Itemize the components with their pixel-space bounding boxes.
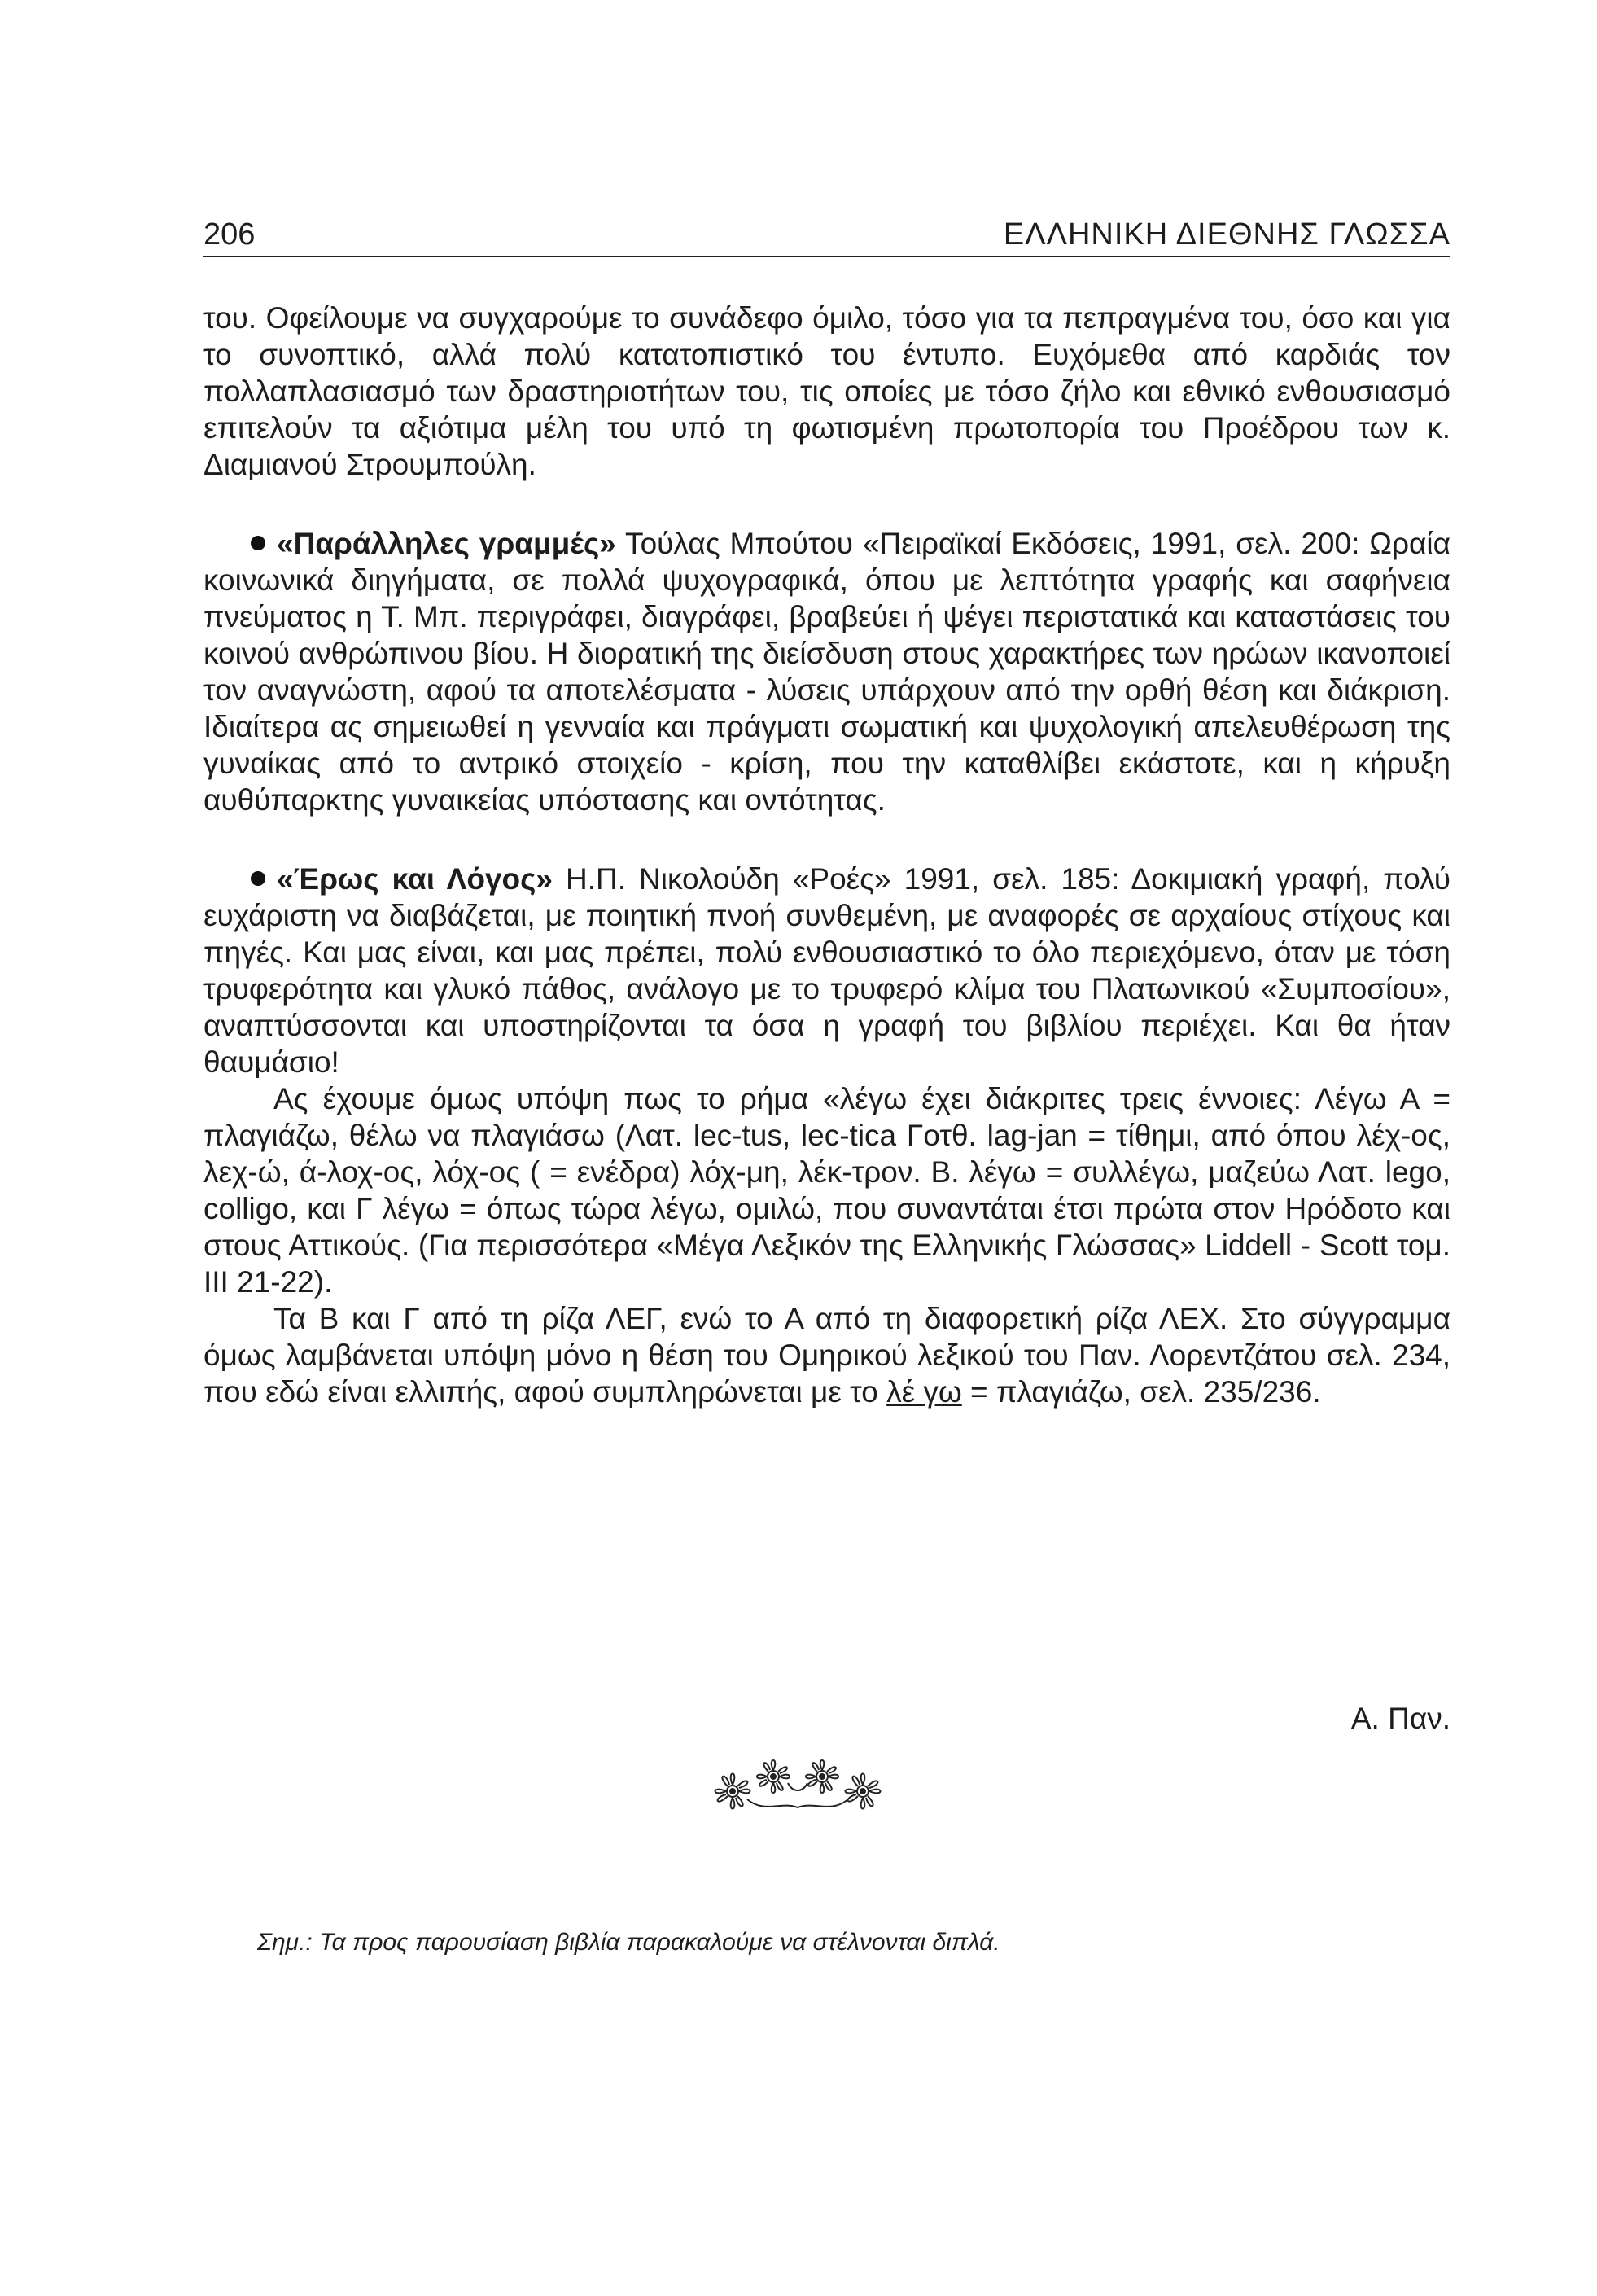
- bullet-icon: [251, 536, 265, 550]
- book-title: «Παράλληλες γραμμές»: [277, 527, 616, 560]
- book-title: «Έρως και Λόγος»: [277, 862, 553, 896]
- footnote: Σημ.: Τα προς παρουσίαση βιβλία παρακαλούμε να στέλνονται διπλά.: [257, 1929, 1000, 1956]
- page-header: [203, 213, 1450, 257]
- underlined-word: λέ γω: [886, 1375, 962, 1409]
- signature: Α. Παν.: [1350, 1702, 1450, 1735]
- legw-paragraph: Ας έχουμε όμως υπόψη πως το ρήμα «λέγω έχει διάκριτες τρεις έννοιες: Λέγω Α = πλαγιάζω, θέλω να πλαγιάσω (Λατ. lec-tus, lec-tica Γοτθ. lag-jan = τίθημι, από όπου λέχ-ος, λεχ-ώ, ά-λοχ-ος, λόχ-ος ( = ενέδρα) λόχ-μη, λέκ-τρον. Β. λέγω = συλλέγω, μαζεύω Λατ. lego, colligo, και Γ λέγω = όπως τώρα λέγω, ομιλώ, που συναντάται έτσι πρώτα στον Ηρόδοτο και στους Αττικούς. (Για περισσότερα «Μέγα Λεξικόν της Ελληνικής Γλώσσας» Liddell - Scott τομ. III 21-22).: [203, 1082, 1450, 1299]
- root-paragraph: [203, 1300, 1450, 1410]
- intro-paragraph: του. Οφείλουμε να συγχαρούμε το συνάδεφο όμιλο, τόσο για τα πεπραγμένα του, όσο και για το συνοπτικό, αλλά πολύ κατατοπιστικό του έντυπο. Ευχόμεθα από καρδιάς τον πολλαπλασιασμό των δραστηριοτήτων του, τις οποίες με τόσο ζήλο και εθνικό ενθουσιασμό επιτελούν τα αξιότιμα μέλη του υπό τη φωτισμένη πρωτοπορία του Προέδρου των κ. Διαμιανού Στρουμπούλη.: [203, 301, 1450, 481]
- review-text: Τούλας Μπούτου «Πειραϊκαί Εκδόσεις, 1991, σελ. 200: Ωραία κοινωνικά διηγήματα, σε πολλά ψυχογραφικά, όπου με λεπτότητα γραφής και σαφήνεια πνεύματος η Τ. Μπ. περιγράφει, διαγράφει, βραβεύει ή ψέγει περιστατικά και καταστάσεις του κοινού ανθρώπινου βίου. Η διορατική της διείσδυση στους χαρακτήρες των ηρώων ικανοποιεί τον αναγνώστη, αφού τα αποτελέσματα - λύσεις υπάρχουν από την ορθή θέση και διάκριση. Ιδιαίτερα ας σημειωθεί η γενναία και πράγματι σωματική και ψυχολογική απελευθέρωση της γυναίκας από το αντρικό στοιχείο - κρίση, που την καταθλίβει εκάστοτε, και η κήρυξη αυθύπαρκτης γυναικείας υπόστασης και οντότητας.: [203, 527, 1451, 817]
- running-title: ΕΛΛΗΝΙΚΗ ΔΙΕΘΝΗΣ ΓΛΩΣΣΑ: [1003, 217, 1450, 252]
- root-text-end: = πλαγιάζω, σελ. 235/236.: [961, 1375, 1321, 1409]
- floral-ornament-icon: [708, 1750, 887, 1824]
- review-paralliles-grammes: [203, 525, 1450, 818]
- page-number: 206: [203, 217, 256, 252]
- bullet-icon: [251, 871, 265, 886]
- review-eros-kai-logos: [203, 861, 1450, 1080]
- review-text: Η.Π. Νικολούδη «Ροές» 1991, σελ. 185: Δοκιμιακή γραφή, πολύ ευχάριστη να διαβάζεται, με ποιητική πνοή συνθεμένη, με αναφορές σε αρχαίους στίχους και πηγές. Και μας είναι, και μας πρέπει, πολύ ενθουσιαστικό το όλο περιεχόμενο, όταν με τόση τρυφερότητα και γλυκό πάθος, ανάλογο με το τρυφερό κλίμα του Πλατωνικού «Συμποσίου», αναπτύσσονται και υποστηρίζονται τα όσα η γραφή του βιβλίου περιέχει. Και θα ήταν θαυμάσιο!: [203, 862, 1450, 1079]
- root-text-start: Τα Β και Γ από τη ρίζα ΛΕΓ, ενώ το Α από τη διαφορετική ρίζα ΛΕΧ. Στο σύγγραμμα όμως λαμβάνεται υπόψη μόνο η θέση του Ομηρικού λεξικού του Παν. Λορεντζάτου σελ. 234, που εδώ είναι ελλιπής, αφού συμπληρώνεται με το: [203, 1302, 1450, 1409]
- page-body: [203, 300, 1450, 1410]
